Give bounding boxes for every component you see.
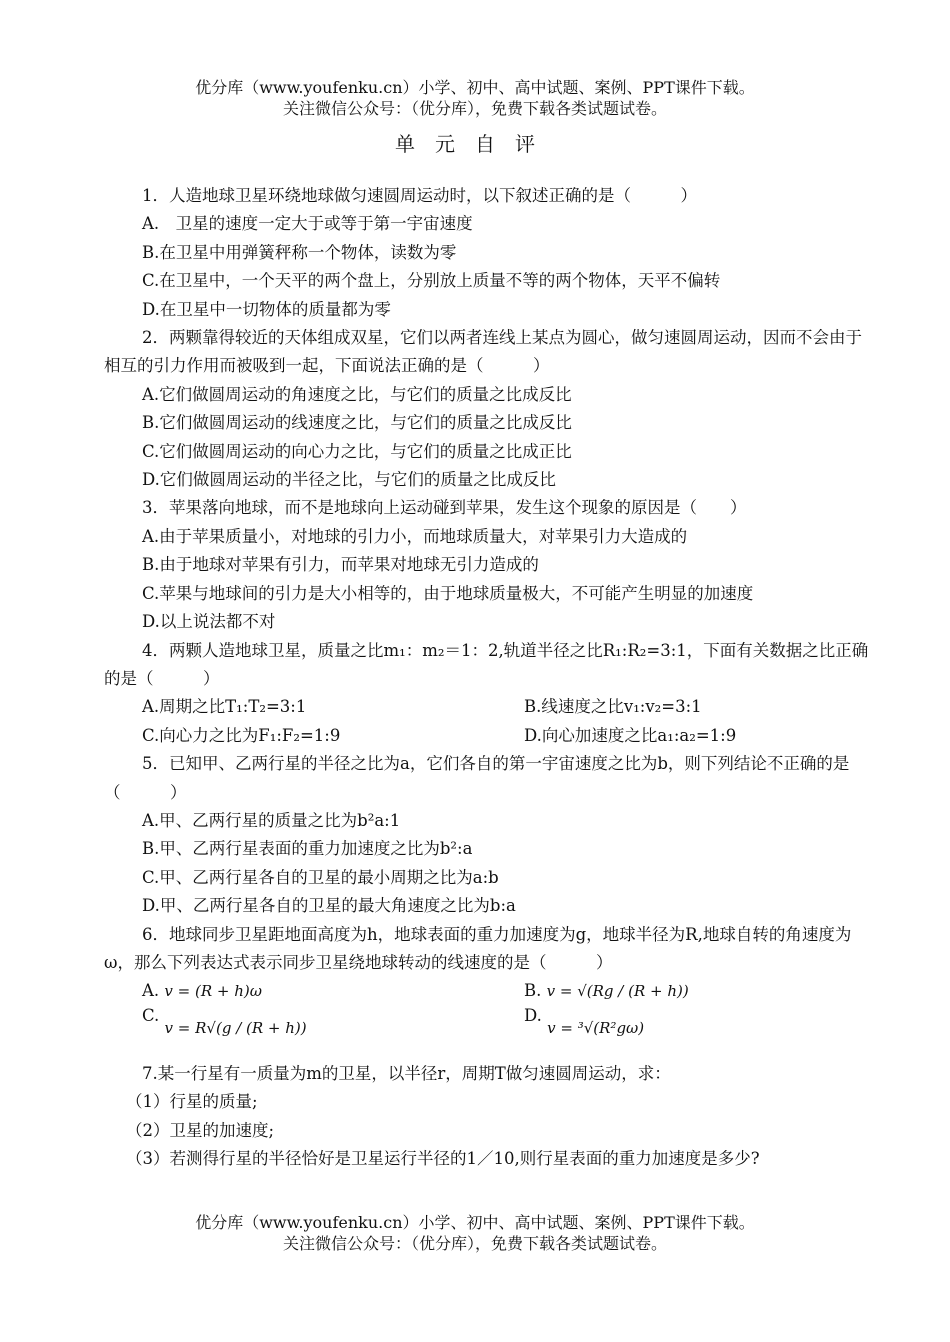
q6-option-d-formula: v = ³√(R²gω) [547,1018,645,1037]
q6-stem: 6．地球同步卫星距地面高度为h，地球表面的重力加速度为g，地球半径为R,地球自转的角速度为ω，那么下列表达式表示同步卫星绕地球转动的线速度的是（ ） [104,924,852,972]
q4-option-b: B.线速度之比v₁:v₂=3:1 [524,697,702,717]
q2-option-a: A.它们做圆周运动的角速度之比，与它们的质量之比成反比 [142,384,572,404]
q4-options-row-1 [104,693,874,721]
q3-option-c: C.苹果与地球间的引力是大小相等的，由于地球质量极大，不可能产生明显的加速度 [142,583,754,603]
q1-stem: 1．人造地球卫星环绕地球做匀速圆周运动时，以下叙述正确的是（ ） [142,186,697,205]
footer-line-1: 优分库（www.youfenku.cn）小学、初中、高中试题、案例、PPT课件下载。 [195,1213,755,1232]
q6-option-b-label: B. [524,981,542,1001]
q5-stem: 5．已知甲、乙两行星的半径之比为a，它们各自的第一宇宙速度之比为b，则下列结论不正确的是（ ） [104,754,850,802]
q3-option-d: D.以上说法都不对 [142,612,276,632]
q1-option-d: D.在卫星中一切物体的质量都为零 [142,299,391,319]
q1-option-b: B.在卫星中用弹簧秤称一个物体，读数为零 [142,242,457,262]
q3-option-a: A.由于苹果质量小，对地球的引力小，而地球质量大，对苹果引力大造成的 [142,526,688,546]
q4-option-d: D.向心加速度之比a₁:a₂=1:9 [524,725,737,745]
q4-option-a: A.周期之比T₁:T₂=3:1 [142,697,307,717]
footer-line-2: 关注微信公众号：（优分库），免费下载各类试题试卷。 [282,1234,667,1253]
q6-option-d [524,1006,874,1050]
q7-part-1: （1）行星的质量; [126,1092,258,1112]
q6-option-a [104,977,524,1005]
q5-option-d: D.甲、乙两行星各自的卫星的最大角速度之比为b:a [142,896,516,916]
q6-option-c-label: C. [142,1005,160,1025]
q6-option-b-formula: v = √(Rg / (R + h)) [546,982,689,1001]
q6-option-c [104,1006,524,1050]
q7-part-3: （3）若测得行星的半径恰好是卫星运行半径的1／10,则行星表面的重力加速度是多少? [126,1149,760,1168]
q1-option-a: A. 卫星的速度一定大于或等于第一宇宙速度 [142,214,473,234]
q5-option-a: A.甲、乙两行星的质量之比为b²a:1 [142,810,401,830]
q3-option-b: B.由于地球对苹果有引力，而苹果对地球无引力造成的 [142,555,539,575]
q6-options-row-1 [104,977,874,1005]
q2-stem: 2．两颗靠得较近的天体组成双星，它们以两者连线上某点为圆心，做匀速圆周运动，因而不会由于相互的引力作用而被吸到一起，下面说法正确的是（ ） [104,328,862,376]
q6-option-b [524,977,874,1005]
q6-option-c-formula: v = R√(g / (R + h)) [164,1018,307,1037]
q1-option-c: C.在卫星中，一个天平的两个盘上，分别放上质量不等的两个物体，天平不偏转 [142,271,721,291]
q4-stem: 4．两颗人造地球卫星，质量之比m₁：m₂＝1：2,轨道半径之比R₁:R₂=3:1，下面有关数据之比正确的是（ ） [104,640,869,688]
q5-option-c: C.甲、乙两行星各自的卫星的最小周期之比为a:b [142,867,499,887]
q6-option-a-label: A. [142,981,160,1001]
q4-options-row-2 [104,722,874,750]
q7-stem: 7.某一行星有一质量为m的卫星，以半径r，周期T做匀速圆周运动，求： [142,1063,671,1083]
q4-option-c: C.向心力之比为F₁:F₂=1:9 [142,725,341,745]
page-title: 单元自评 [395,132,555,156]
q3-stem: 3．苹果落向地球，而不是地球向上运动碰到苹果，发生这个现象的原因是（ ） [142,498,747,518]
q6-options-row-2 [104,1006,874,1050]
q5-option-b: B.甲、乙两行星表面的重力加速度之比为b²:a [142,839,473,859]
q6-option-d-label: D. [524,1005,542,1025]
header-line-2: 关注微信公众号：（优分库），免费下载各类试题试卷。 [282,99,667,118]
q2-option-b: B.它们做圆周运动的线速度之比，与它们的质量之比成反比 [142,413,572,433]
q2-option-d: D.它们做圆周运动的半径之比，与它们的质量之比成反比 [142,470,556,490]
question-list [104,182,874,1173]
header-line-1: 优分库（www.youfenku.cn）小学、初中、高中试题、案例、PPT课件下载。 [195,78,755,97]
q7-part-2: （2）卫星的加速度; [126,1120,275,1140]
q6-option-a-formula: v = (R + h)ω [164,982,262,1001]
q2-option-c: C.它们做圆周运动的向心力之比，与它们的质量之比成正比 [142,441,572,461]
